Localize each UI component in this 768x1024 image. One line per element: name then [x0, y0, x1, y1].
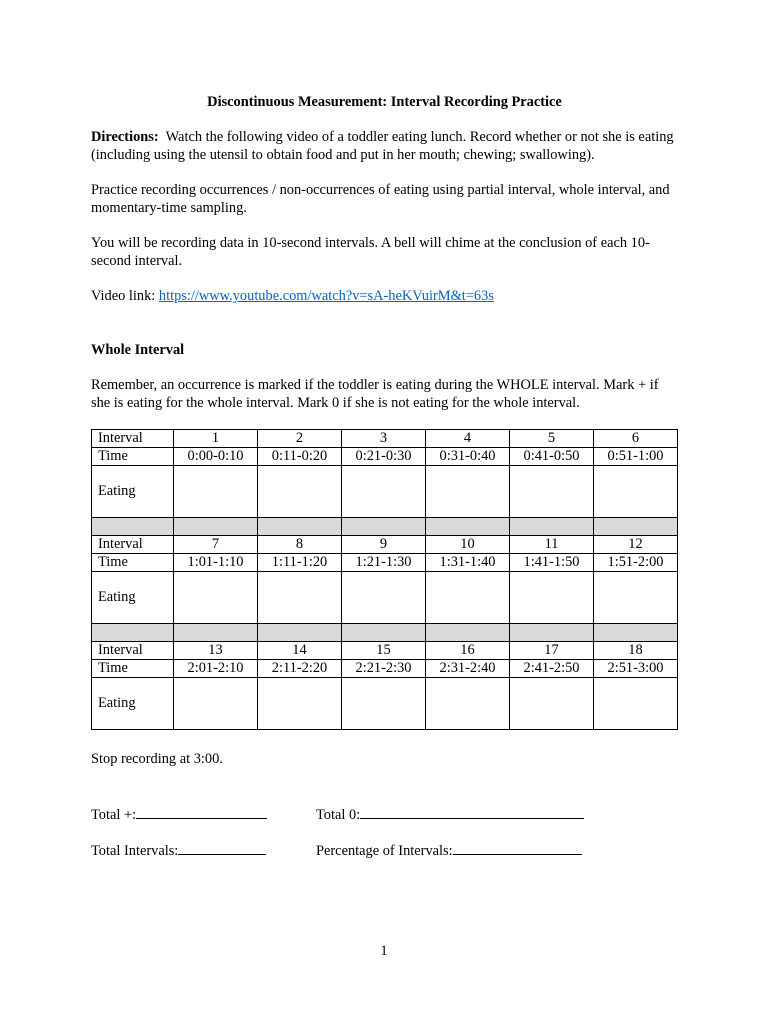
- eating-row: [92, 678, 678, 730]
- time-range-cell: 1:51-2:00: [594, 554, 678, 572]
- interval-row-label: Interval: [92, 430, 174, 448]
- interval-number-cell: 16: [426, 642, 510, 660]
- time-row-label: Time: [92, 554, 174, 572]
- video-paragraph: [91, 287, 678, 305]
- directions-text: Watch the following video of a toddler eating lunch. Record whether or not she is eating (including using the utensil to obtain food and put in her mouth; chewing; swallowing).: [91, 129, 674, 163]
- separator-cell: [342, 518, 426, 536]
- eating-row-label: Eating: [92, 466, 174, 518]
- total-zero-blank[interactable]: [360, 804, 584, 819]
- interval-number-cell: 14: [258, 642, 342, 660]
- interval-row-label: Interval: [92, 536, 174, 554]
- total-plus-label: Total +:: [91, 807, 137, 823]
- interval-number-cell: 17: [510, 642, 594, 660]
- total-plus-line: [91, 804, 267, 824]
- total-intervals-label: Total Intervals:: [91, 843, 179, 859]
- page-title: Discontinuous Measurement: Interval Recording Practice: [207, 94, 562, 110]
- eating-entry-cell[interactable]: [510, 466, 594, 518]
- page-number: 1: [380, 943, 388, 959]
- eating-entry-cell[interactable]: [174, 678, 258, 730]
- interval-number-cell: 3: [342, 430, 426, 448]
- intervals-paragraph: You will be recording data in 10-second intervals. A bell will chime at the conclusion of each 10-second interval.: [91, 235, 650, 269]
- interval-number-cell: 15: [342, 642, 426, 660]
- time-range-cell: 0:11-0:20: [258, 448, 342, 466]
- separator-cell: [92, 518, 174, 536]
- interval-number-cell: 6: [594, 430, 678, 448]
- eating-entry-cell[interactable]: [594, 572, 678, 624]
- separator-cell: [342, 624, 426, 642]
- interval-number-cell: 12: [594, 536, 678, 554]
- interval-row: [92, 430, 678, 448]
- eating-entry-cell[interactable]: [594, 678, 678, 730]
- eating-row-label: Eating: [92, 572, 174, 624]
- eating-entry-cell[interactable]: [258, 678, 342, 730]
- separator-cell: [426, 518, 510, 536]
- eating-entry-cell[interactable]: [342, 466, 426, 518]
- time-range-cell: 1:31-1:40: [426, 554, 510, 572]
- stop-note: Stop recording at 3:00.: [91, 751, 223, 767]
- eating-entry-cell[interactable]: [426, 572, 510, 624]
- eating-entry-cell[interactable]: [594, 466, 678, 518]
- separator-cell: [258, 518, 342, 536]
- eating-entry-cell[interactable]: [342, 572, 426, 624]
- time-range-cell: 0:51-1:00: [594, 448, 678, 466]
- eating-row-label: Eating: [92, 678, 174, 730]
- interval-row: [92, 642, 678, 660]
- time-range-cell: 0:21-0:30: [342, 448, 426, 466]
- interval-table: [91, 429, 678, 730]
- time-range-cell: 1:11-1:20: [258, 554, 342, 572]
- interval-number-cell: 4: [426, 430, 510, 448]
- total-intervals-blank[interactable]: [178, 840, 266, 855]
- percentage-line: [316, 840, 582, 860]
- separator-cell: [510, 518, 594, 536]
- separator-cell: [594, 518, 678, 536]
- time-range-cell: 0:41-0:50: [510, 448, 594, 466]
- directions-paragraph: [91, 128, 678, 164]
- time-range-cell: 2:11-2:20: [258, 660, 342, 678]
- separator-row: [92, 624, 678, 642]
- eating-row: [92, 466, 678, 518]
- separator-cell: [594, 624, 678, 642]
- eating-entry-cell[interactable]: [174, 572, 258, 624]
- interval-number-cell: 1: [174, 430, 258, 448]
- time-row: [92, 660, 678, 678]
- separator-cell: [258, 624, 342, 642]
- time-range-cell: 2:31-2:40: [426, 660, 510, 678]
- total-intervals-line: [91, 840, 266, 860]
- eating-entry-cell[interactable]: [426, 678, 510, 730]
- time-range-cell: 1:21-1:30: [342, 554, 426, 572]
- section-heading: Whole Interval: [91, 342, 185, 358]
- time-range-cell: 2:51-3:00: [594, 660, 678, 678]
- interval-number-cell: 18: [594, 642, 678, 660]
- eating-entry-cell[interactable]: [258, 572, 342, 624]
- document-body: [91, 93, 678, 874]
- video-label: Video link:: [91, 288, 156, 304]
- eating-entry-cell[interactable]: [426, 466, 510, 518]
- time-range-cell: 0:00-0:10: [174, 448, 258, 466]
- time-row-label: Time: [92, 660, 174, 678]
- percentage-blank[interactable]: [453, 840, 582, 855]
- eating-entry-cell[interactable]: [174, 466, 258, 518]
- interval-number-cell: 9: [342, 536, 426, 554]
- time-range-cell: 0:31-0:40: [426, 448, 510, 466]
- total-zero-label: Total 0:: [316, 807, 361, 823]
- interval-number-cell: 2: [258, 430, 342, 448]
- remember-paragraph: Remember, an occurrence is marked if the toddler is eating during the WHOLE interval. Mark + if she is eating for the whole interval. Mark 0 if she is not eating for the whole interval.: [91, 377, 659, 411]
- separator-cell: [92, 624, 174, 642]
- interval-number-cell: 13: [174, 642, 258, 660]
- practice-paragraph: Practice recording occurrences / non-occurrences of eating using partial interval, whole interval, and momentary-time sampling.: [91, 182, 670, 216]
- interval-number-cell: 8: [258, 536, 342, 554]
- separator-cell: [510, 624, 594, 642]
- percentage-label: Percentage of Intervals:: [316, 843, 453, 859]
- interval-number-cell: 5: [510, 430, 594, 448]
- interval-number-cell: 7: [174, 536, 258, 554]
- eating-row: [92, 572, 678, 624]
- time-row: [92, 554, 678, 572]
- time-range-cell: 2:41-2:50: [510, 660, 594, 678]
- eating-entry-cell[interactable]: [342, 678, 426, 730]
- eating-entry-cell[interactable]: [510, 678, 594, 730]
- separator-cell: [174, 624, 258, 642]
- eating-entry-cell[interactable]: [510, 572, 594, 624]
- video-link[interactable]: https://www.youtube.com/watch?v=sA-heKVuirM&t=63s: [158, 288, 494, 304]
- time-range-cell: 2:21-2:30: [342, 660, 426, 678]
- interval-number-cell: 10: [426, 536, 510, 554]
- separator-row: [92, 518, 678, 536]
- interval-row-label: Interval: [92, 642, 174, 660]
- interval-number-cell: 11: [510, 536, 594, 554]
- separator-cell: [426, 624, 510, 642]
- separator-cell: [174, 518, 258, 536]
- eating-entry-cell[interactable]: [258, 466, 342, 518]
- time-row: [92, 448, 678, 466]
- time-range-cell: 1:01-1:10: [174, 554, 258, 572]
- total-plus-blank[interactable]: [136, 804, 267, 819]
- total-zero-line: [316, 804, 584, 824]
- time-range-cell: 1:41-1:50: [510, 554, 594, 572]
- directions-label: Directions:: [91, 129, 159, 145]
- time-range-cell: 2:01-2:10: [174, 660, 258, 678]
- time-row-label: Time: [92, 448, 174, 466]
- totals-section: [91, 804, 678, 874]
- interval-row: [92, 536, 678, 554]
